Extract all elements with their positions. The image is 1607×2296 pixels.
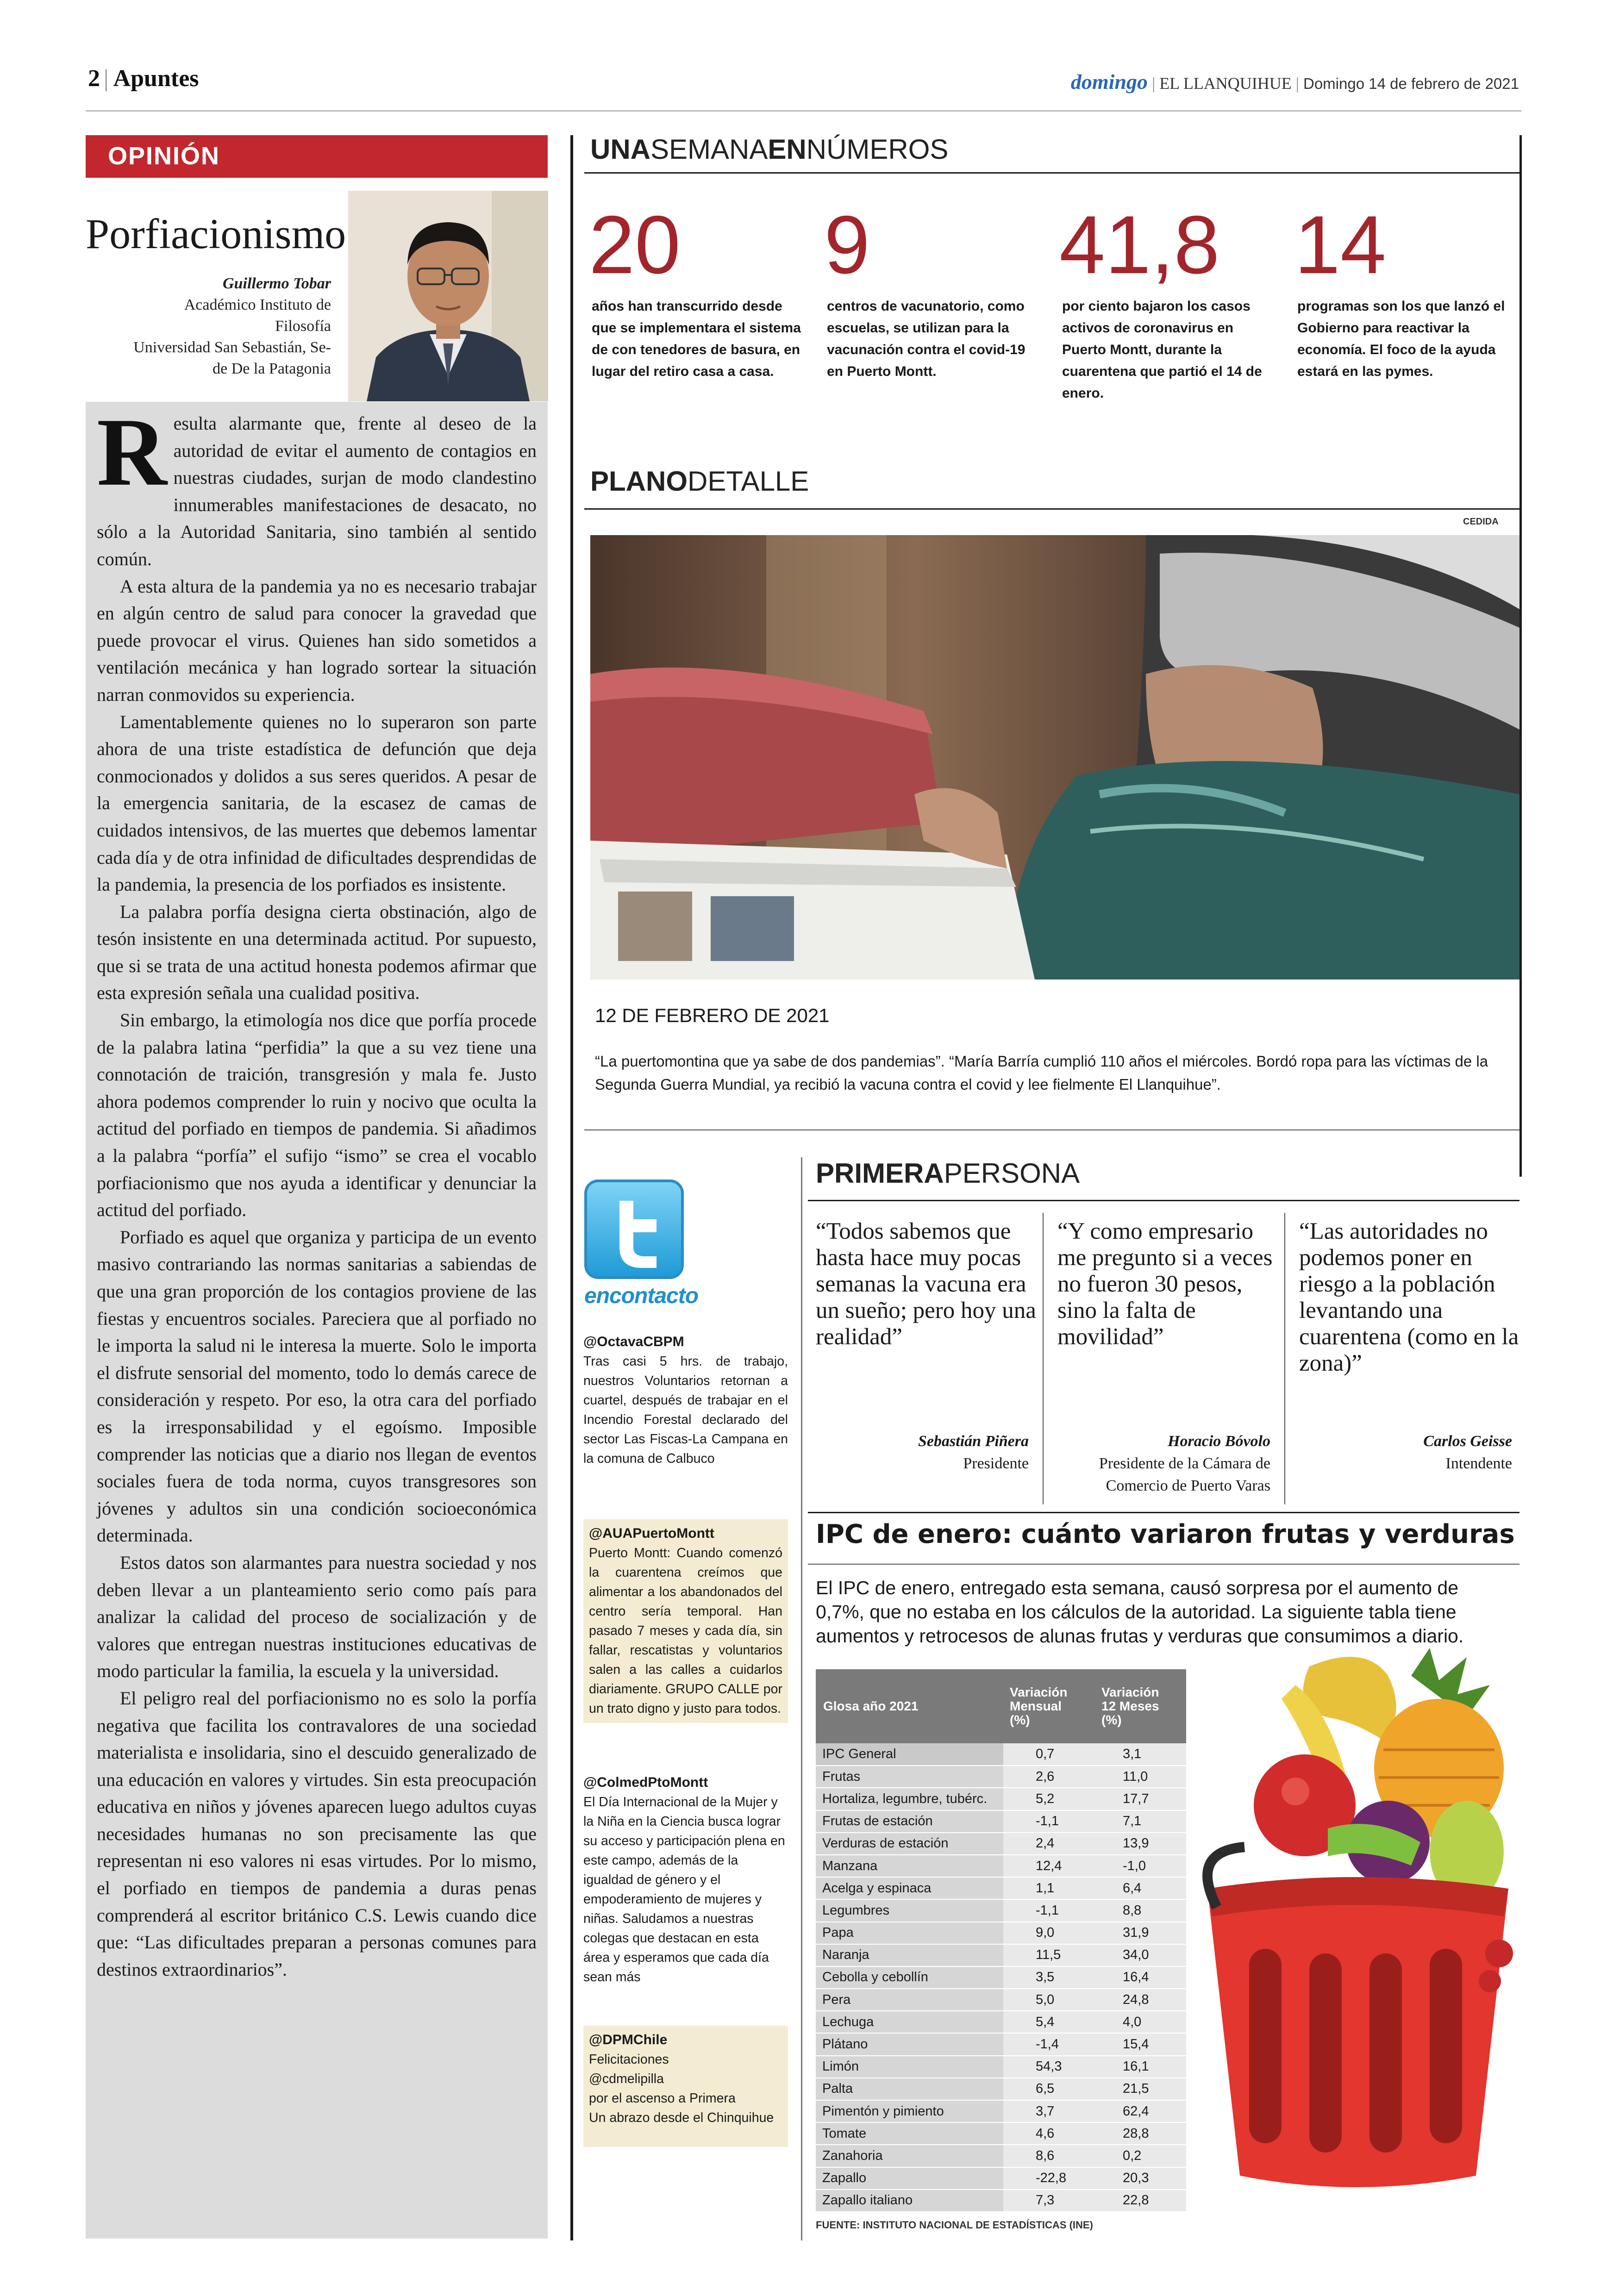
author-line: Universidad San Sebastián, Se-	[133, 339, 331, 356]
tweet-text: El Día Internacional de la Mujer y la Niña en la Ciencia busca lograr su acceso y participación plena en este campo, además de la igualdad de género y el empoderamiento de mujeres y niñas. Saludamos a nuestras colegas que destacan en esta área y esperamos que cada día sean más	[583, 1795, 785, 1984]
quote-attribution	[1299, 1430, 1512, 1475]
header-line: (%)	[1101, 1713, 1122, 1727]
stat-text: centros de vacunatorio, como escuelas, se utilizan para la vacunación contra el covid-19 en Puerto Montt.	[827, 299, 1025, 379]
cell-anual: -1,0	[1095, 1855, 1186, 1877]
quote-divider	[1284, 1213, 1285, 1504]
author-line: Filosofía	[275, 318, 331, 335]
cell-anual: 16,1	[1095, 2056, 1186, 2078]
stat-number: 41,8	[1059, 199, 1220, 291]
stat-text: programas son los que lanzó el Gobierno para reactivar la economía. El foco de la ayuda estará en las pymes.	[1297, 299, 1505, 379]
cell-glosa: Zapallo	[816, 2167, 1003, 2190]
cell-glosa: Frutas de estación	[816, 1810, 1003, 1833]
cell-glosa: IPC General	[816, 1743, 1003, 1766]
table-row	[816, 1944, 1186, 1966]
cell-glosa: Frutas	[816, 1766, 1003, 1788]
cell-anual: 20,3	[1095, 2167, 1186, 2190]
numbers-heading-rule	[584, 172, 1519, 174]
table-row	[816, 1766, 1186, 1788]
cell-anual: 28,8	[1095, 2122, 1186, 2145]
elderly-woman-reading-illustration	[590, 535, 1519, 980]
col-header-mensual	[1003, 1669, 1095, 1743]
table-source: FUENTE: INSTITUTO NACIONAL DE ESTADÍSTICAS (INE)	[816, 2219, 1093, 2231]
table-row	[816, 2145, 1186, 2167]
tweet-text: Un abrazo desde el Chinquihue	[589, 2110, 774, 2125]
cell-glosa: Manzana	[816, 1855, 1003, 1877]
table-row	[816, 1743, 1186, 1766]
cell-glosa: Plátano	[816, 2033, 1003, 2055]
cell-glosa: Verduras de estación	[816, 1833, 1003, 1855]
cell-mensual: 5,0	[1003, 1989, 1095, 2011]
article-paragraph	[97, 399, 537, 573]
brand-logo: domingo	[1070, 70, 1148, 94]
table-row	[816, 2167, 1186, 2190]
cell-mensual: -1,1	[1003, 1810, 1095, 1833]
table-row	[816, 1855, 1186, 1877]
article-paragraph: La palabra porfía designa cierta obstinación, algo de tesón insistente en una determinada actitud. Por supuesto, que si se trata de una actitud honesta podemos afirmar que esta expresión señala una cualidad positiva.	[97, 901, 537, 1004]
fruit-basket-drawing	[1189, 1648, 1518, 2203]
article-paragraph: Sin embargo, la etimología nos dice que porfía procede de la palabra latina “perfidia” la que a su vez tiene una connotación de traición, transgresión y mala fe. Justo ahora podemos comprender lo ruin y nocivo que oculta la actitud del porfiado en tiempos de pandemia. Si añadimos a la palabra “porfía” el sufijo “ismo” se crea el vocablo porfiacionismo que nos ayuda a identificar y denunciar la actitud del porfiado.	[97, 1010, 537, 1221]
heading-bold: UNA	[590, 134, 650, 165]
cell-anual: 4,0	[1095, 2011, 1186, 2033]
col-header-anual	[1095, 1669, 1186, 1743]
ipc-title-rule	[808, 1564, 1519, 1565]
ipc-description: El IPC de enero, entregado esta semana, causó sorpresa por el aumento de 0,7%, que no estaba en los cálculos de la autoridad. La siguiente tabla tiene aumentos y retrocesos de alunas frutas y verduras que consumimos a diario.	[816, 1577, 1464, 1647]
cell-mensual: 7,3	[1003, 2190, 1095, 2212]
author-name: Guillermo Tobar	[223, 275, 331, 292]
quote-text: “Las autoridades no podemos poner en riesgo a la población levantando una cuarentena (como en la zona)”	[1299, 1218, 1519, 1376]
fruit-basket-illustration	[1189, 1648, 1518, 2203]
quote-attribution	[816, 1430, 1029, 1475]
cell-mensual: 5,2	[1003, 1788, 1095, 1810]
cell-mensual: 4,6	[1003, 2122, 1095, 2145]
quote-name: Horacio Bóvolo	[1168, 1433, 1270, 1450]
table-row	[816, 1810, 1186, 1833]
news-photo	[590, 535, 1519, 980]
cell-anual: 31,9	[1095, 1922, 1186, 1944]
column-divider-left	[570, 135, 573, 2240]
header-line: Variación	[1010, 1685, 1068, 1699]
col-header-glosa: Glosa año 2021	[816, 1669, 1003, 1743]
cell-glosa: Limón	[816, 2056, 1003, 2078]
section-name: Apuntes	[113, 65, 199, 92]
cell-mensual: 54,3	[1003, 2056, 1095, 2078]
opinion-label-bar	[86, 135, 548, 178]
cell-glosa: Zapallo italiano	[816, 2190, 1003, 2212]
author-line: Académico Instituto de	[184, 296, 331, 313]
twitter-t-glyph	[587, 1182, 681, 1276]
heading-bold: PLANO	[590, 466, 688, 497]
plano-heading-rule	[584, 508, 1519, 510]
table-row	[816, 1833, 1186, 1855]
cell-anual: 6,4	[1095, 1877, 1186, 1899]
plano-bottom-rule	[584, 1129, 1519, 1130]
heading-light: PERSONA	[944, 1158, 1080, 1189]
cell-glosa: Zanahoria	[816, 2145, 1003, 2167]
cell-anual: 62,4	[1095, 2100, 1186, 2122]
photo-caption: “La puertomontina que ya sabe de dos pandemias”. “María Barría cumplió 110 años el miércoles. Bordó ropa para las víctimas de la Segunda Guerra Mundial, ya recibió la vacuna contra el covid y lee fielmente El Llanquihue”.	[595, 1053, 1488, 1093]
cell-glosa: Tomate	[816, 2122, 1003, 2145]
tweet-handle: @OctavaCBPM	[583, 1334, 684, 1349]
twitter-column-divider	[801, 1157, 802, 2240]
cell-mensual: 2,6	[1003, 1766, 1095, 1788]
author-line: de De la Patagonia	[213, 360, 331, 377]
quote-attribution	[1057, 1430, 1270, 1497]
tweet-text: Tras casi 5 hrs. de trabajo, nuestros Voluntarios retornan a cuartel, después de trabajar en el Incendio Forestal declarado del sector Las Fiscas-La Campana en la comuna de Calbuco	[583, 1354, 788, 1466]
stat-number: 14	[1294, 199, 1386, 291]
cell-anual: 16,4	[1095, 1966, 1186, 1989]
numbers-heading	[590, 133, 948, 165]
cell-anual: 8,8	[1095, 1899, 1186, 1922]
quote-text: “Y como empresario me pregunto si a veces no fueron 30 pesos, sino la falta de movilidad”	[1057, 1218, 1273, 1350]
cell-mensual: 12,4	[1003, 1855, 1095, 1877]
cell-mensual: 9,0	[1003, 1922, 1095, 1944]
header-line: Variación	[1101, 1685, 1159, 1699]
table-row	[816, 1899, 1186, 1922]
table-row	[816, 2078, 1186, 2100]
cell-glosa: Pimentón y pimiento	[816, 2100, 1003, 2122]
cell-glosa: Cebolla y cebollín	[816, 1966, 1003, 1989]
label-part: contacto	[609, 1284, 699, 1308]
article-paragraph: El peligro real del porfiacionismo no es solo la porfía negativa que facilita los contravalores de una sociedad materialista e insolidaria, sino el descuido generalizado de una educación en valores y virtudes. Sin esta preocupación educativa en niños y jóvenes aparecen luego adultos cuyas necesidades humanas no son precisamente las que representan ni eso valores ni esas virtudes. Por lo mismo, el porfiado en tiempos de pandemia a duras penas comprenderá al escritor británico C.S. Lewis cuando dice que: “Las dificultades preparan a personas comunes para destinos extraordinarios”.	[97, 1687, 537, 1980]
cell-anual: 13,9	[1095, 1833, 1186, 1855]
cell-mensual: 8,6	[1003, 2145, 1095, 2167]
ipc-table	[816, 1669, 1186, 2212]
header-divider	[86, 110, 1521, 112]
cell-mensual: 3,5	[1003, 1966, 1095, 1989]
article-paragraph: Estos datos son alarmantes para nuestra sociedad y nos deben llevar a un planteamiento serio como país para analizar la calidad del proceso de socialización y de valores que entregan nuestras instituciones educativas de modo particular la familia, la escuela y la universidad.	[97, 1552, 537, 1682]
quote-text: “Todos sabemos que hasta hace muy pocas semanas la vacuna era un sueño; pero hoy una realidad”	[816, 1218, 1036, 1350]
ipc-top-rule	[808, 1512, 1519, 1513]
photo-date: 12 DE FEBRERO DE 2021	[595, 1004, 830, 1026]
tweet-text: @cdmelipilla	[589, 2071, 664, 2086]
header-line: (%)	[1010, 1713, 1030, 1727]
cell-glosa: Hortaliza, legumbre, tubérc.	[816, 1788, 1003, 1810]
table-row	[816, 2056, 1186, 2078]
tweet-handle: @ColmedPtoMontt	[583, 1775, 708, 1790]
en-contacto-label	[584, 1283, 698, 1309]
quote-name: Carlos Geisse	[1423, 1433, 1512, 1450]
drop-cap: R	[97, 399, 167, 506]
cell-glosa: Legumbres	[816, 1899, 1003, 1922]
quote-role: Presidente	[963, 1455, 1029, 1472]
primera-heading-rule	[808, 1200, 1519, 1201]
tweet-handle: @AUAPuertoMontt	[589, 1526, 714, 1541]
heading-bold: PRIMERA	[816, 1158, 944, 1189]
tweet-text: Felicitaciones	[589, 2052, 669, 2067]
cell-mensual: 3,7	[1003, 2100, 1095, 2122]
cell-mensual: 0,7	[1003, 1743, 1095, 1766]
table-row	[816, 1966, 1186, 1989]
cell-mensual: -1,4	[1003, 2033, 1095, 2055]
quote-name: Sebastián Piñera	[918, 1433, 1029, 1450]
tweet-text: por el ascenso a Primera	[589, 2091, 736, 2106]
table-row	[816, 2122, 1186, 2145]
cell-glosa: Pera	[816, 1989, 1003, 2011]
stat-number: 9	[824, 199, 870, 291]
cell-anual: 24,8	[1095, 1989, 1186, 2011]
page-number: 2	[88, 65, 100, 92]
tweet	[583, 2026, 788, 2147]
photo-credit: CEDIDA	[1463, 517, 1499, 527]
author-block	[86, 273, 331, 380]
header-line: Mensual	[1010, 1699, 1062, 1713]
cell-mensual: 5,4	[1003, 2011, 1095, 2033]
cell-anual: 17,7	[1095, 1788, 1186, 1810]
plano-heading	[590, 465, 809, 497]
newspaper-name: EL LLANQUIHUE	[1159, 74, 1292, 93]
tweet-handle: @DPMChile	[589, 2032, 668, 2047]
table-row	[816, 1989, 1186, 2011]
quote-role: Intendente	[1445, 1455, 1512, 1472]
cell-anual: 22,8	[1095, 2190, 1186, 2212]
primera-heading	[816, 1157, 1080, 1189]
cell-mensual: 2,4	[1003, 1833, 1095, 1855]
table-row	[816, 2033, 1186, 2055]
cell-mensual: 11,5	[1003, 1944, 1095, 1966]
article-paragraph: Lamentablemente quienes no lo superaron son parte ahora de una triste estadística de defunción que deja conmocionados y dolidos a sus seres queridos. A pesar de la emergencia sanitaria, de la escasez de camas de cuidados intensivos, de las muertes que debemos lamentar cada día y de otra infinidad de dificultades desprendidas de la pandemia, la presencia de los porfiados es insistente.	[97, 711, 537, 895]
stat-text: por ciento bajaron los casos activos de coronavirus en Puerto Montt, durante la cuarentena que partió el 14 de enero.	[1062, 299, 1262, 401]
cell-anual: 11,0	[1095, 1766, 1186, 1788]
table-row	[816, 1877, 1186, 1899]
opinion-label: OPINIÓN	[108, 142, 220, 170]
article-paragraph: A esta altura de la pandemia ya no es necesario trabajar en algún centro de salud para conocer la gravedad que puede provocar el virus. Quienes han sido sometidos a ventilación mecánica y han logrado sortear la situación narran conmovidos su experiencia.	[97, 575, 537, 705]
table-row	[816, 2190, 1186, 2212]
heading-bold: EN	[768, 134, 807, 165]
tweet	[583, 1519, 788, 1723]
table-row	[816, 2011, 1186, 2033]
quote-divider	[1043, 1213, 1044, 1504]
tweet	[583, 1773, 788, 1987]
header-line: 12 Meses	[1101, 1699, 1159, 1713]
cell-mensual: 6,5	[1003, 2078, 1095, 2100]
article-body	[86, 399, 548, 2239]
label-part: en	[584, 1284, 610, 1308]
cell-anual: 21,5	[1095, 2078, 1186, 2100]
quote-role: Presidente de la Cámara de	[1099, 1455, 1270, 1472]
table-row	[816, 1922, 1186, 1944]
stat-text: años han transcurrido desde que se implementara el sistema de con tenedores de basura, en lugar del retiro casa a casa.	[592, 299, 801, 379]
heading-light: NÚMEROS	[806, 134, 949, 165]
cell-anual: 7,1	[1095, 1810, 1186, 1833]
twitter-icon	[584, 1179, 684, 1279]
stat-number: 20	[589, 199, 681, 291]
cell-anual: 0,2	[1095, 2145, 1186, 2167]
column-divider-right	[1519, 135, 1522, 1177]
heading-light: DETALLE	[688, 466, 809, 497]
header-date: Domingo 14 de febrero de 2021	[1303, 75, 1519, 92]
cell-anual: 3,1	[1095, 1743, 1186, 1766]
table-row	[816, 2100, 1186, 2122]
cell-mensual: 1,1	[1003, 1877, 1095, 1899]
page-header-right: domingo | EL LLANQUIHUE | Domingo 14 de febrero de 2021	[1070, 70, 1519, 94]
cell-anual: 34,0	[1095, 1944, 1186, 1966]
tweet	[583, 1332, 788, 1468]
ipc-title: IPC de enero: cuánto variaron frutas y verduras	[816, 1519, 1515, 1549]
article-paragraph: Porfiado es aquel que organiza y participa de un evento masivo contrariando las normas sanitarias a sabiendas de que una gran proporción de los contagios proviene de las fiestas y encuentros sociales. Pareciera que al porfiado no le importa la salud ni le interesa la muerte. Solo le importa el disfrute sensorial del momento, todo lo demás carece de consideración y respeto. Por eso, la otra cara del porfiado es la irresponsabilidad y el egoísmo. Imposible comprender las noticias que a diario nos llegan de eventos sociales fuera de toda norma, cuyos transgresores son jóvenes y adultos sin una condición socioeconómica determinada.	[97, 1226, 537, 1546]
heading-light: SEMANA	[650, 134, 768, 165]
quote-role: Comercio de Puerto Varas	[1106, 1477, 1270, 1494]
cell-glosa: Naranja	[816, 1944, 1003, 1966]
author-photo	[348, 191, 548, 401]
cell-glosa: Acelga y espinaca	[816, 1877, 1003, 1899]
article-title: Porfiacionismo	[86, 210, 346, 257]
table-body	[816, 1743, 1186, 2212]
cell-glosa: Papa	[816, 1922, 1003, 1944]
paragraph-text: esulta alarmante que, frente al deseo de la autoridad de evitar el aumento de contagios en nuestras ciudades, surjan de modo clandestino innumerables manifestaciones de desacato, no sólo a la Autoridad Sanitaria, sino también al sentido común.	[97, 413, 537, 569]
cell-glosa: Palta	[816, 2078, 1003, 2100]
page-header-left: 2 | Apuntes	[88, 65, 199, 92]
cell-mensual: -22,8	[1003, 2167, 1095, 2190]
table-header-row	[816, 1669, 1186, 1743]
cell-mensual: -1,1	[1003, 1899, 1095, 1922]
author-portrait-illustration	[348, 191, 548, 401]
tweet-text: Puerto Montt: Cuando comenzó la cuarentena creímos que alimentar a los abandonados del centro sería temporal. Han pasado 7 meses y cada día, sin fallar, rescatistas y voluntarios salen a las calles a cuidarlos diariamente. GRUPO CALLE por un trato digno y justo para todos.	[589, 1546, 782, 1716]
cell-glosa: Lechuga	[816, 2011, 1003, 2033]
cell-anual: 15,4	[1095, 2033, 1186, 2055]
article-text	[97, 399, 537, 1983]
table-row	[816, 1788, 1186, 1810]
